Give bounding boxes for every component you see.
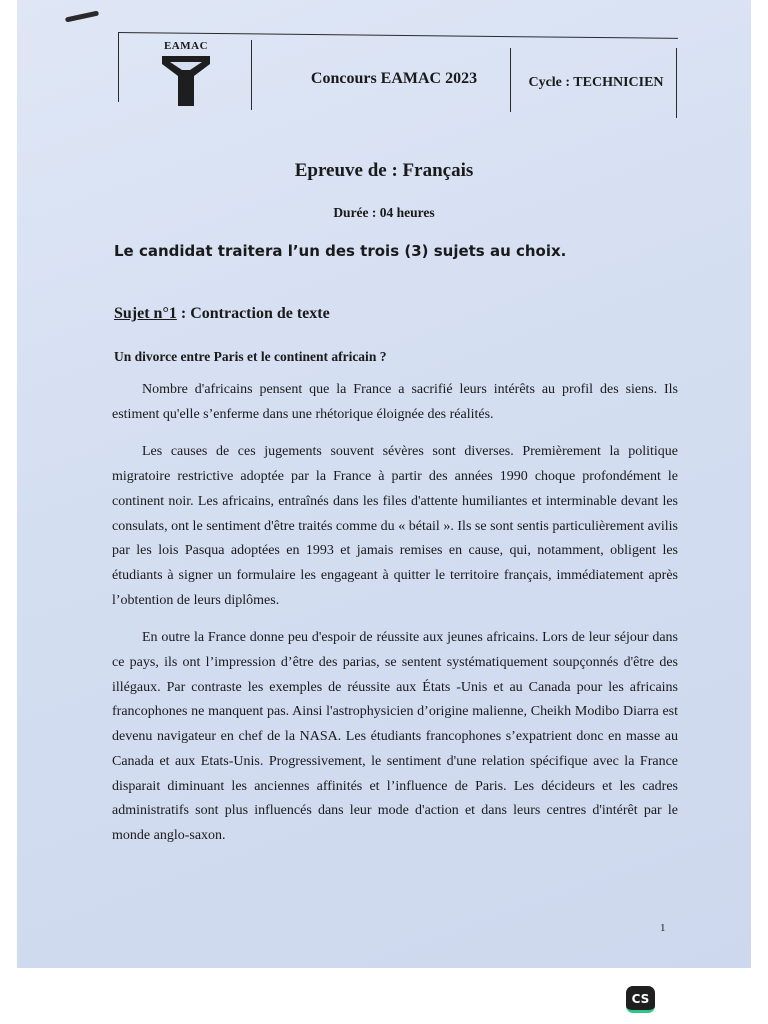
paragraph: Les causes de ces jugements souvent sévères sont diverses. Premièrement la politique migratoire restrictive adoptée par la France à partir des années 1990 choque profondément le continent noir. Les africains, entraînés dans les files d'attente humiliantes et interminable devant les consulats, ont le sentiment d'être traités comme du « bétail ». Ils se sont sentis particulièrement avilis par les lois Pasqua adoptées en 1993 et jamais remises en cause, qui, notamment, obligent les étudiants à signer un formulaire les engageant à quitter le territoire français, immédiatement après l’obtention de leurs diplômes. [112, 444, 678, 608]
camscanner-badge: CS [626, 986, 655, 1013]
text-body [112, 378, 678, 862]
paragraph: En outre la France donne peu d'espoir de réussite aux jeunes africains. Lors de leur séjour dans ce pays, ils ont l’impression d’être des parias, se sentent systématiquement soupçonnés d'être des illégaux. Par contraste les exemples de réussite aux États -Unis et au Canada pour les africains francophones ne manquent pas. Ainsi l'astrophysicien d’origine malienne, Cheikh Modibo Diarra est devenu navigateur en chef de la NASA. Les étudiants francophones s’expatrient donc en masse au Canada et aux Etats-Unis. Progressivement, le sentiment d'une relation spécifique avec la France disparait diminuant les anciennes affinités et l’influence de Paris. Les décideurs et les cadres administratifs sont plus influencés dans leur mode d'action et dans leurs centres d'intérêt par le monde anglo-saxon. [112, 630, 678, 843]
cycle-label: Cycle : TECHNICIEN [528, 75, 664, 90]
subject-label: Sujet n°1 [114, 305, 177, 322]
subject-type: : Contraction de texte [176, 305, 330, 322]
eamac-logo [156, 40, 216, 108]
exam-instruction: Le candidat traitera l’un des trois (3) sujets au choix. [114, 242, 567, 260]
exam-page [17, 0, 751, 968]
page-number: 1 [660, 922, 666, 934]
pen-mark [65, 11, 99, 23]
logo-emblem-icon [160, 54, 212, 108]
subject-heading [114, 305, 330, 323]
exam-title: Epreuve de : Français [294, 160, 474, 181]
exam-duration: Durée : 04 heures [333, 205, 435, 220]
paragraph: Nombre d'africains pensent que la France a sacrifié leurs intérêts au profil des siens. Ils estiment qu'elle s’enferme dans une rhétorique éloignée des réalités. [112, 382, 678, 422]
logo-text: EAMAC [163, 40, 209, 52]
subject-question: Un divorce entre Paris et le continent africain ? [114, 349, 387, 364]
concours-title: Concours EAMAC 2023 [310, 70, 478, 87]
